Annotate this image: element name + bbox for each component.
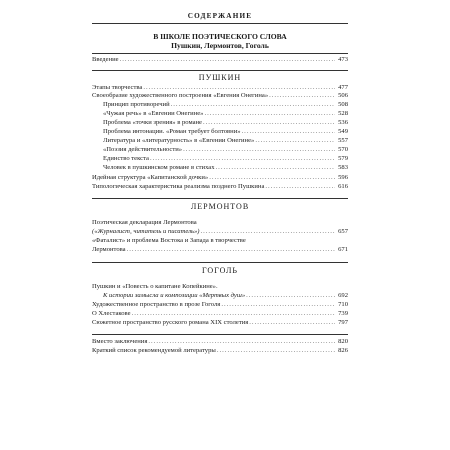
toc-page-number: 710 [338,301,348,308]
section-heading-pushkin: ПУШКИН [198,73,242,82]
toc-title: Проблема интонации. «Роман требует болтовни» [103,128,241,135]
toc-title: «Поэзия действительности» [103,146,183,153]
page-header: СОДЕРЖАНИЕ [92,12,348,24]
toc-page-number: 473 [338,56,348,63]
toc-page-number: 508 [338,101,348,108]
toc-entry[interactable] [103,146,348,154]
section-divider [92,70,348,71]
toc-title: К истории замысла и композиции «Мертвых душ» [103,292,246,299]
toc-title: Вместо заключения [92,338,148,345]
dot-leader [217,347,335,355]
book-title-line2: Пушкин, Лермонтов, Гоголь [171,41,269,50]
section-heading-gogol: ГОГОЛЬ [201,266,239,275]
book-title [92,32,348,50]
dot-leader [269,92,335,100]
toc-title: Человек в пушкинском романе в стихах [103,164,215,171]
toc-entry[interactable] [92,246,348,254]
dot-leader [203,119,335,127]
toc-title: Типологическая характеристика реализма позднего Пушкина [92,183,265,190]
toc-entry[interactable] [103,128,348,136]
toc-entry[interactable] [103,110,348,118]
toc-page-number: 692 [338,292,348,299]
toc-title: Своеобразие художественного построения «Евгения Онегина» [92,92,269,99]
toc-entry[interactable] [103,164,348,172]
toc-entry-line[interactable]: «Фаталист» и проблема Востока и Запада в творчестве [92,237,246,244]
dot-leader [143,84,335,92]
dot-leader [171,101,335,109]
toc-page-number: 557 [338,137,348,144]
toc-page-number: 579 [338,155,348,162]
toc-title: Художественное пространство в прозе Гоголя [92,301,221,308]
toc-page-number: 657 [338,228,348,235]
section-heading-lermontov: ЛЕРМОНТОВ [190,202,250,211]
toc-entry[interactable] [92,228,348,236]
book-title-line1: В ШКОЛЕ ПОЭТИЧЕСКОГО СЛОВА [153,32,287,41]
toc-title: Литература и «литературность» в «Евгении Онегине» [103,137,255,144]
dot-leader [150,155,335,163]
toc-page-number: 549 [338,128,348,135]
dot-leader [132,310,335,318]
toc-entry[interactable] [92,92,348,100]
toc-page-number: 616 [338,183,348,190]
toc-page-number: 797 [338,319,348,326]
dot-leader [209,174,335,182]
toc-page-number: 671 [338,246,348,253]
toc-entry[interactable] [92,319,348,327]
section-divider [92,53,348,54]
dot-leader [148,338,335,346]
toc-page-number: 506 [338,92,348,99]
toc-title: Лермонтова [92,246,126,253]
toc-entry[interactable] [103,292,348,300]
dot-leader [265,183,335,191]
toc-entry[interactable] [103,137,348,145]
toc-page-number: 739 [338,310,348,317]
toc-entry[interactable] [103,119,348,127]
toc-page-number: 583 [338,164,348,171]
toc-entry[interactable] [103,155,348,163]
toc-title: Проблема «точки зрения» в романе [103,119,202,126]
section-divider [92,262,348,263]
toc-title: Идейная структура «Капитанской дочки» [92,174,209,181]
dot-leader [120,56,335,64]
toc-title: Единство текста [103,155,149,162]
toc-entry-line[interactable]: Поэтическая декларация Лермонтова [92,219,197,226]
section-divider [92,334,348,335]
toc-entry[interactable] [92,301,348,309]
toc-entry[interactable] [92,56,348,64]
toc-page-number: 536 [338,119,348,126]
toc-page-number: 477 [338,84,348,91]
dot-leader [221,301,335,309]
toc-entry[interactable] [92,347,348,355]
toc-page-number: 596 [338,174,348,181]
toc-title: Краткий список рекомендуемой литературы [92,347,216,354]
dot-leader [242,128,335,136]
toc-entry-line[interactable]: Пушкин и «Повесть о капитане Копейкине». [92,283,218,290]
toc-entry[interactable] [92,84,348,92]
toc-title: Принцип противоречий [103,101,170,108]
dot-leader [127,246,335,254]
dot-leader [183,146,335,154]
toc-title: Введение [92,56,119,63]
toc-entry[interactable] [92,338,348,346]
toc-page-number: 826 [338,347,348,354]
toc-page-number: 528 [338,110,348,117]
dot-leader [204,110,335,118]
toc-entry[interactable] [92,183,348,191]
toc-entry[interactable] [103,101,348,109]
toc-title: О Хлестакове [92,310,131,317]
dot-leader [246,292,335,300]
toc-entry[interactable] [92,310,348,318]
toc-title: «Чужая речь» в «Евгении Онегине» [103,110,204,117]
toc-page-number: 570 [338,146,348,153]
toc-title: Сюжетное пространство русского романа XIX столетия [92,319,249,326]
dot-leader [255,137,335,145]
toc-title: Этапы творчества [92,84,143,91]
section-divider [92,198,348,199]
toc-entry[interactable] [92,174,348,182]
toc-page-number: 820 [338,338,348,345]
dot-leader [249,319,335,327]
toc-title: («Журналист, читатель и писатель») [92,228,200,235]
dot-leader [216,164,335,172]
dot-leader [200,228,335,236]
